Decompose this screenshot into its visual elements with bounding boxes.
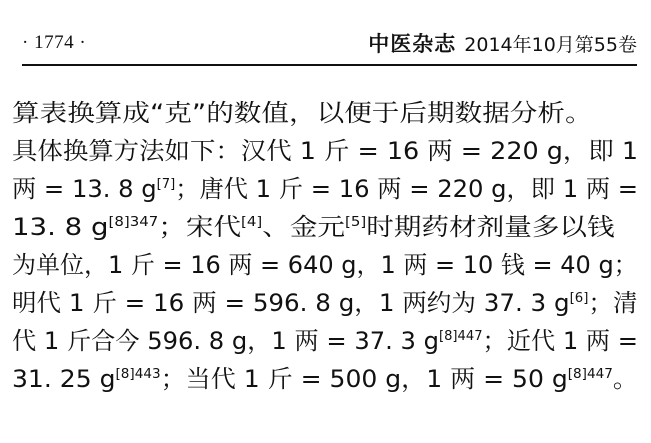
text-segment: 具体换算方法如下：汉代 1 斤 = 16 两 = 220 g，即 1 <box>12 137 638 165</box>
text-segment: 时期药材剂量多以钱 <box>366 213 615 241</box>
citation-superscript: [8]347 <box>108 215 159 230</box>
citation-superscript: [8]443 <box>115 367 161 382</box>
citation-superscript: [8]447 <box>567 367 613 382</box>
page-header <box>22 28 637 66</box>
text-line <box>12 212 615 242</box>
citation-superscript: [6] <box>569 291 589 306</box>
text-line <box>12 250 638 280</box>
text-segment: ；近代 1 两 = <box>482 327 639 355</box>
text-segment: 。 <box>612 365 638 393</box>
text-segment: 为单位，1 斤 = 16 两 = 640 g，1 两 = 10 钱 = 40 g； <box>12 251 638 279</box>
text-line <box>12 364 638 394</box>
text-line <box>12 98 593 128</box>
citation-superscript: [5] <box>345 215 367 230</box>
text-segment: ；唐代 1 斤 = 16 两 = 220 g，即 1 两 = <box>175 175 639 203</box>
text-line <box>12 326 638 356</box>
text-segment: 明代 1 斤 = 16 两 = 596. 8 g，1 两约为 37. 3 g <box>12 289 570 317</box>
citation-superscript: [7] <box>156 177 176 192</box>
text-segment: 代 1 斤合今 596. 8 g，1 两 = 37. 3 g <box>12 327 439 355</box>
issue-info: 2014年10月第55卷 <box>464 34 637 56</box>
text-line <box>12 288 638 318</box>
citation-superscript: [8]447 <box>438 329 483 344</box>
citation-superscript: [4] <box>241 215 263 230</box>
text-segment: 、金元 <box>262 213 346 241</box>
text-segment: 算表换算成“克”的数值，以便于后期数据分析。 <box>12 99 593 127</box>
text-segment: 13. 8 g <box>12 213 109 241</box>
text-segment: 两 = 13. 8 g <box>12 175 157 203</box>
journal-info <box>368 28 637 58</box>
text-line <box>12 136 638 166</box>
journal-name: 中医杂志 <box>368 32 457 56</box>
text-segment: ；清 <box>588 289 638 317</box>
text-line <box>12 174 638 204</box>
text-segment: ；当代 1 斤 = 500 g，1 两 = 50 g <box>160 365 568 393</box>
page-number: · 1774 · <box>22 32 87 53</box>
text-segment: ；宋代 <box>158 213 242 241</box>
text-segment: 31. 25 g <box>12 365 116 393</box>
